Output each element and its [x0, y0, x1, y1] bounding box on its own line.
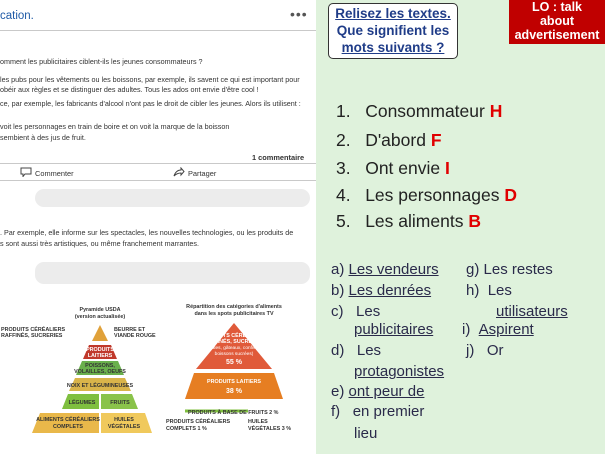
- answer-letter: B: [468, 211, 481, 231]
- comment-button[interactable]: Commenter: [35, 169, 74, 178]
- list-item: [336, 130, 442, 151]
- pyramid-tier-whole-grains: [32, 413, 99, 433]
- divider: [0, 163, 316, 164]
- article-line: . Par exemple, elle informe sur les spectacles, les nouvelles technologies, ou les produits de: [0, 228, 294, 237]
- comment-placeholder: [35, 262, 310, 284]
- list-item: [336, 101, 502, 122]
- pyramid-tier-label: POISSONS,: [85, 363, 115, 369]
- pyramid-tier-oils: [101, 413, 152, 433]
- pyramid-tier-label: ALIMENTS CÉRÉALIERS: [36, 417, 100, 423]
- pyramid-tier-label: NOIX ET LÉGUMINEUSES: [66, 383, 134, 389]
- option-f-cont: lieu: [354, 425, 378, 442]
- option-g: g) Les restes: [466, 261, 553, 278]
- divider: [0, 30, 316, 31]
- category-label: PRODUITS CÉRÉALIERS: [201, 333, 267, 339]
- divider: [0, 180, 316, 181]
- option-f: f) en premier: [331, 403, 425, 420]
- option-h: h) Les: [466, 282, 512, 299]
- category-value: 55 %: [226, 359, 242, 366]
- article-line: ce, par exemple, les fabricants d'alcool n'ont pas le droit de cibler les jeunes. Alors ils utilisent :: [0, 99, 301, 108]
- category-value: 38 %: [226, 388, 242, 395]
- option-h-cont: utilisateurs: [496, 303, 568, 320]
- pyramid-subtitle: (version actualisée): [74, 314, 126, 320]
- category-label: boissons sucrées): [214, 352, 254, 357]
- option-c: c) Les: [331, 303, 381, 320]
- lo-line: LO : talk: [531, 0, 582, 14]
- question-line: mots suivants ?: [341, 40, 445, 55]
- item-number: 3.: [336, 158, 351, 178]
- category-label: RAFFINÉS, SUCRERIES: [203, 339, 265, 345]
- pyramid-label-butter: BEURRE ET: [114, 327, 146, 333]
- pyramid-tier-top: [92, 325, 108, 341]
- option-d-cont: protagonistes: [354, 363, 445, 380]
- pyramid-label-butter: VIANDE ROUGE: [114, 333, 156, 339]
- category-label: PRODUITS LAITIERS: [207, 379, 261, 385]
- answer-letter: F: [430, 130, 442, 150]
- pyramid-tier-label: PRODUITS: [86, 347, 114, 353]
- answer-letter: H: [489, 101, 503, 121]
- option-c-cont: publicitaires: [354, 321, 434, 338]
- pyramid-label-refined: RAFFINÉS, SUCRERIES: [1, 333, 63, 339]
- comment-icon: [20, 167, 32, 177]
- item-word: D'abord: [365, 130, 426, 150]
- comment-count[interactable]: 1 commentaire: [252, 153, 305, 162]
- article-line: omment les publicitaires ciblent-ils les jeunes consommateurs ?: [0, 57, 203, 66]
- question-line: Relisez les textes.: [335, 6, 451, 21]
- article-line: obéir aux règles et se distinguer des adultes. Tous les ados ont envie d'être cool !: [0, 85, 259, 94]
- question-box: [328, 3, 458, 59]
- category-label: VÉGÉTALES 3 %: [248, 426, 292, 432]
- category-label: (céréales, gâteaux, confiseries,: [200, 346, 268, 351]
- categories-title: Répartition des catégories d'aliments: [186, 304, 282, 310]
- item-word: Ont envie: [365, 158, 441, 178]
- lo-line: advertisement: [514, 28, 600, 42]
- question-line: Que signifient les: [336, 23, 450, 38]
- article-line: les pubs pour les vêtements ou les boissons, par exemple, ils savent ce qui est important pour: [0, 75, 300, 84]
- category-label: COMPLETS 1 %: [166, 426, 207, 432]
- article-line: s sont aussi très artistiques, ou même franchement marrantes.: [0, 239, 199, 248]
- answer-letter: D: [504, 185, 517, 205]
- category-dairy-block: [185, 373, 283, 399]
- option-a: a) Les vendeurs: [331, 261, 439, 278]
- categories-title: dans les spots publicitaires TV: [194, 311, 274, 317]
- article-line: voit les personnages en train de boire et on voit la marque de la boisson: [0, 122, 230, 131]
- learning-objective-badge: [509, 0, 605, 44]
- option-d: d) Les: [331, 342, 382, 359]
- exercise-panel: [316, 0, 605, 454]
- category-label: PRODUITS À BASE DE FRUITS 2 %: [188, 410, 279, 416]
- item-number: 5.: [336, 211, 351, 231]
- pyramid-tier-label: COMPLETS: [53, 424, 83, 430]
- pyramid-tier-label: LAITIERS: [87, 353, 113, 359]
- article-line: sembient à des jus de fruit.: [0, 133, 86, 142]
- item-word: Les aliments: [365, 211, 464, 231]
- comment-placeholder: [35, 189, 310, 207]
- category-label: PRODUITS CÉRÉALIERS: [166, 419, 231, 425]
- item-number: 1.: [336, 101, 351, 121]
- option-e: e) ont peur de: [331, 383, 425, 400]
- food-pyramid-figure: [0, 295, 316, 454]
- list-item: [336, 211, 481, 232]
- pyramid-tier-label: HUILES: [114, 417, 134, 423]
- pyramid-tier-label: FRUITS: [110, 400, 130, 406]
- lo-line: about: [539, 14, 575, 28]
- item-word: Les personnages: [365, 185, 500, 205]
- category-label: HUILES: [248, 419, 268, 425]
- item-number: 4.: [336, 185, 351, 205]
- option-i: i) Aspirent: [462, 321, 534, 338]
- pyramid-title: Pyramide USDA: [79, 307, 121, 313]
- pyramid-tier-label: LÉGUMES: [68, 400, 96, 406]
- pyramid-tier-label: VÉGÉTALES: [107, 424, 141, 430]
- option-j: j) Or: [466, 342, 504, 359]
- more-options-icon[interactable]: •••: [290, 6, 308, 22]
- list-item: [336, 158, 450, 179]
- pyramid-label-refined: PRODUITS CÉRÉALIERS: [1, 327, 66, 333]
- item-word: Consommateur: [365, 101, 485, 121]
- share-button[interactable]: Partager: [188, 169, 217, 178]
- item-number: 2.: [336, 130, 351, 150]
- share-icon: [173, 167, 185, 177]
- article-header: cation.: [0, 10, 34, 22]
- list-item: [336, 185, 517, 206]
- pyramid-tier-label: VOLAILLES, OEUFS: [74, 369, 126, 375]
- answer-letter: I: [444, 158, 450, 178]
- option-b: b) Les denrées: [331, 282, 432, 299]
